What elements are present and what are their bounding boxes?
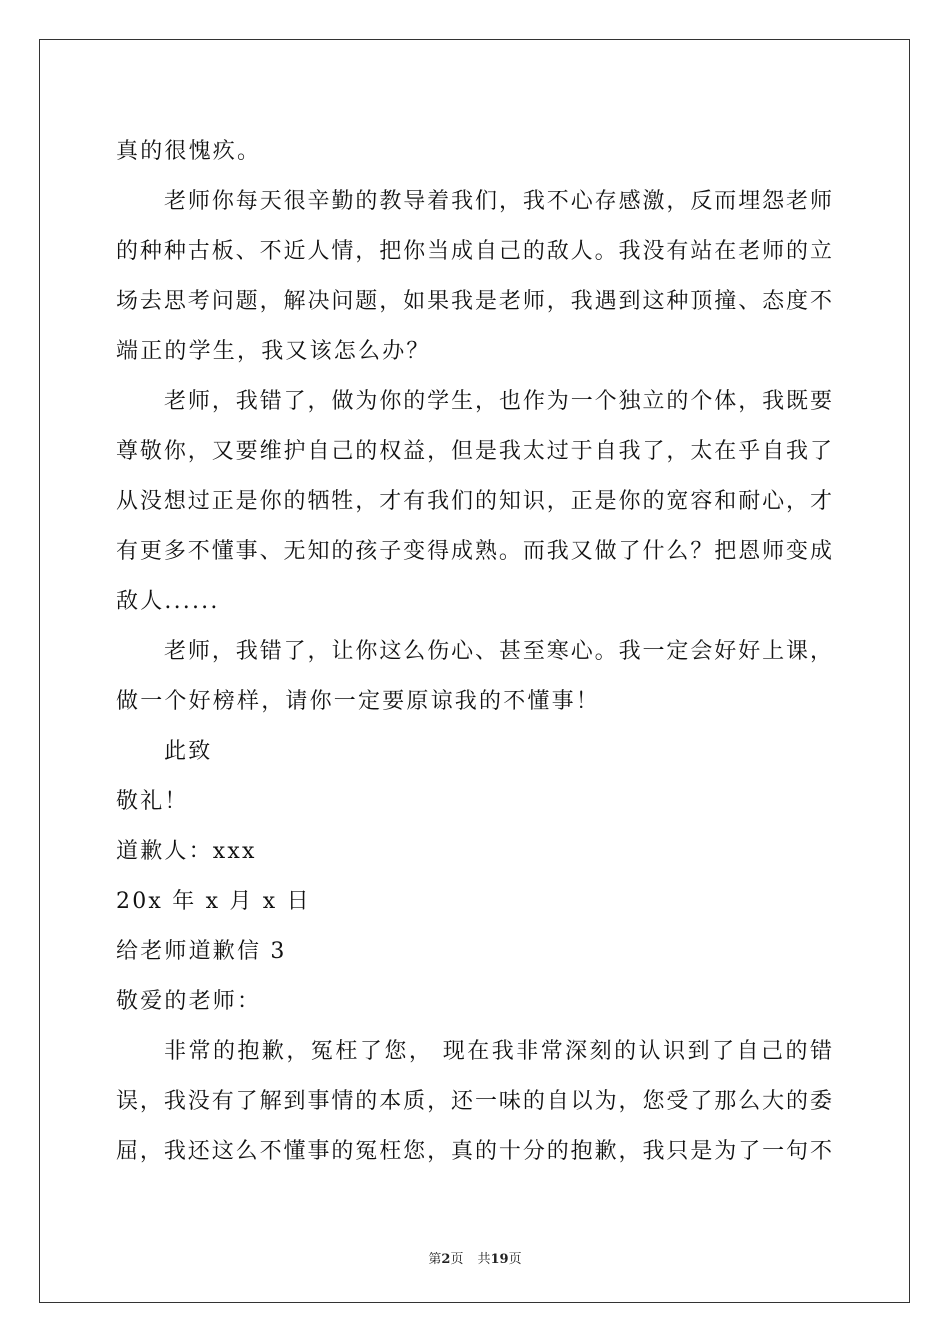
text-line: 真的很愧疚。 — [116, 139, 262, 164]
text-line: 此致 — [164, 739, 213, 764]
text-line: 敌人...... — [116, 589, 220, 614]
text-line: 场去思考问题，解决问题，如果我是老师，我遇到这种顶撞、态度不 — [116, 289, 832, 314]
text-line: 20x 年 x 月 x 日 — [116, 889, 311, 914]
text-line: 敬礼！ — [116, 789, 189, 814]
text-line: 从没想过正是你的牺牲，才有我们的知识，正是你的宽容和耐心，才 — [116, 489, 832, 514]
page-footer — [0, 1248, 950, 1267]
text-line: 敬爱的老师： — [116, 989, 262, 1014]
page-suffix: 页 — [450, 1252, 464, 1267]
text-line: 屈，我还这么不懂事的冤枉您，真的十分的抱歉，我只是为了一句不 — [116, 1139, 832, 1164]
total-suffix: 页 — [508, 1252, 522, 1267]
text-line: 误，我没有了解到事情的本质，还一味的自以为，您受了那么大的委 — [116, 1089, 832, 1114]
text-line: 尊敬你，又要维护自己的权益，但是我太过于自我了，太在乎自我了 — [116, 439, 832, 464]
document-body — [116, 127, 832, 1177]
text-line: 有更多不懂事、无知的孩子变得成熟。而我又做了什么？把恩师变成 — [116, 539, 832, 564]
current-page-number: 2 — [441, 1252, 451, 1267]
text-line: 给老师道歉信 3 — [116, 939, 287, 964]
text-line: 非常的抱歉，冤枉了您， 现在我非常深刻的认识到了自己的错 — [164, 1039, 832, 1064]
text-line: 老师你每天很辛勤的教导着我们，我不心存感激，反而埋怨老师 — [164, 189, 832, 214]
text-line: 道歉人：xxx — [116, 839, 257, 864]
total-page-count: 19 — [490, 1252, 509, 1267]
text-line: 做一个好榜样，请你一定要原谅我的不懂事！ — [116, 689, 601, 714]
page-prefix: 第 — [428, 1252, 442, 1267]
text-line: 端正的学生，我又该怎么办？ — [116, 339, 431, 364]
text-line: 老师，我错了，做为你的学生，也作为一个独立的个体，我既要 — [164, 389, 832, 414]
text-line: 老师，我错了，让你这么伤心、甚至寒心。我一定会好好上课， — [164, 639, 832, 664]
total-prefix: 共 — [477, 1252, 491, 1267]
text-line: 的种种古板、不近人情，把你当成自己的敌人。我没有站在老师的立 — [116, 239, 832, 264]
